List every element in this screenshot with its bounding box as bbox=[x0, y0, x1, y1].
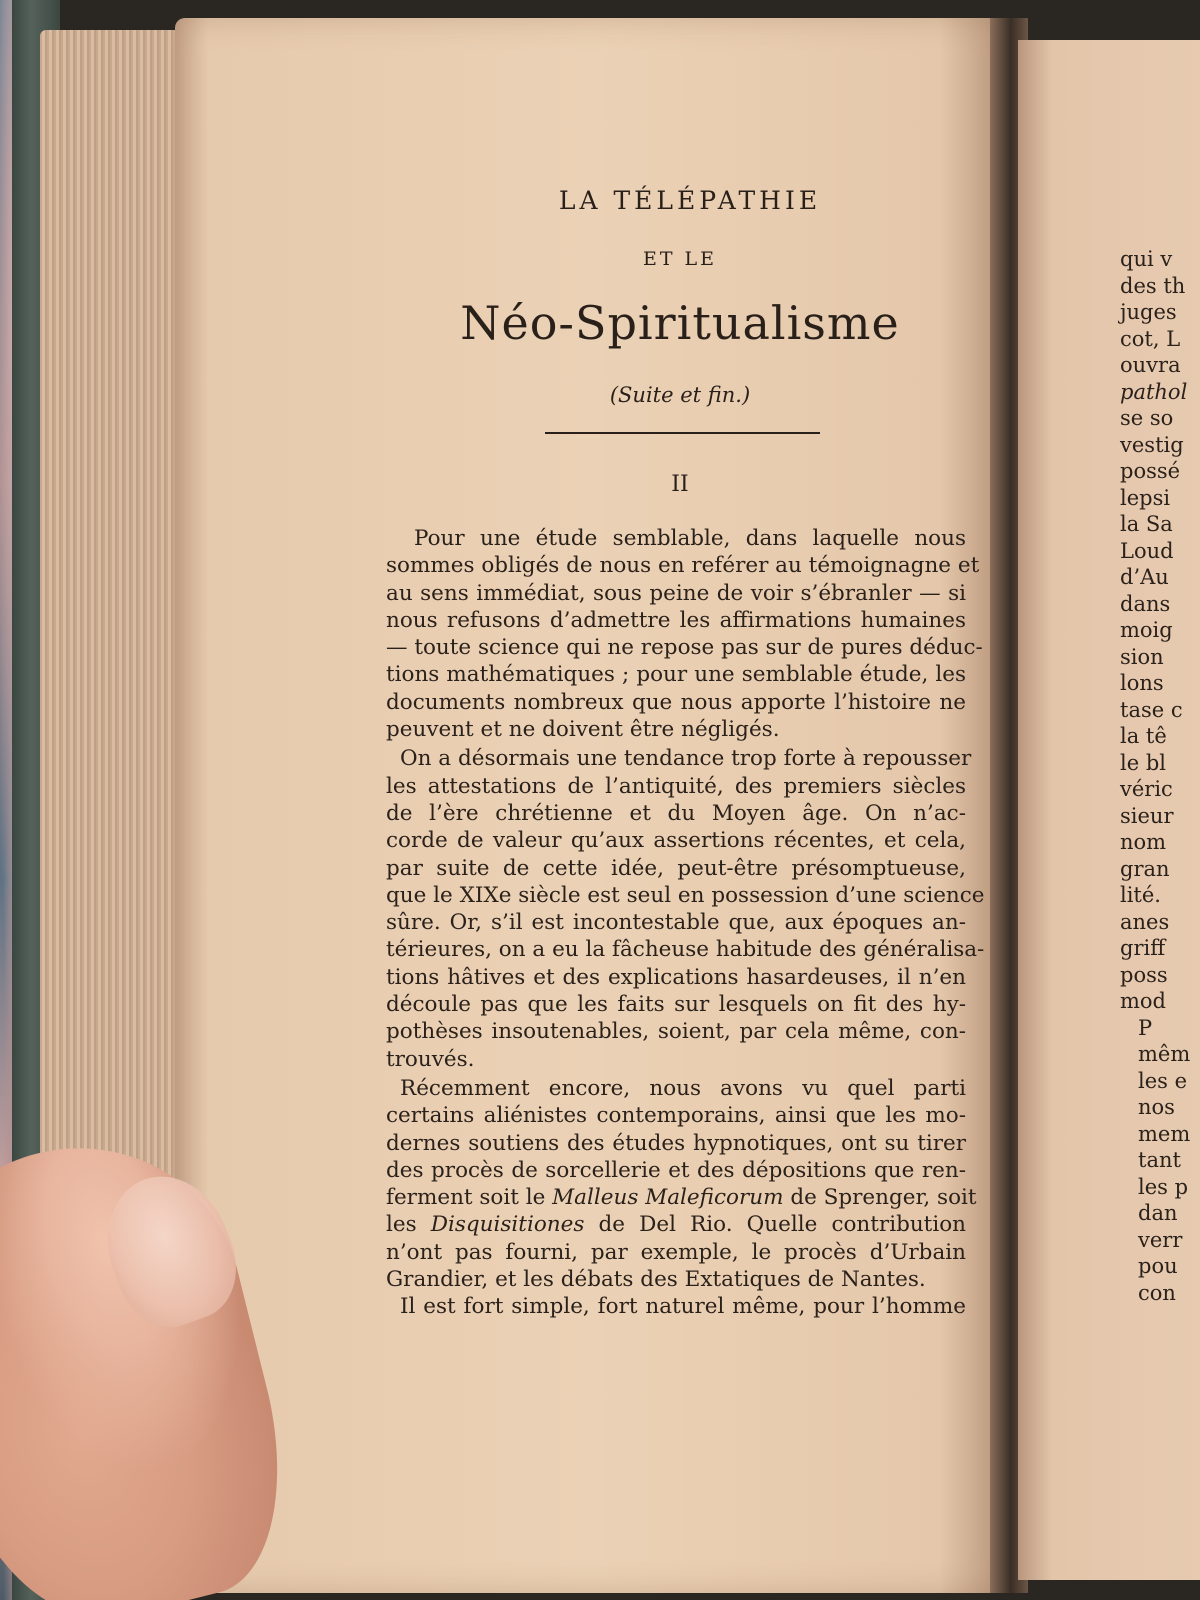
right-line: se so bbox=[1120, 406, 1174, 430]
main-title: Néo-Spiritualisme bbox=[460, 296, 900, 350]
right-line: P bbox=[1138, 1015, 1153, 1040]
right-line: dans bbox=[1120, 591, 1171, 616]
right-line: verr bbox=[1138, 1227, 1183, 1252]
right-line: les e bbox=[1138, 1068, 1188, 1093]
title-line-1: LA TÉLÉPATHIE bbox=[558, 186, 822, 215]
book-title-italic: Malleus Maleficorum bbox=[552, 1185, 784, 1211]
text-line: sommes obligés de nous en reférer au témoignagne et bbox=[386, 553, 980, 579]
right-line: tase c bbox=[1120, 697, 1183, 722]
right-line: qui v bbox=[1120, 247, 1173, 271]
right-line: juges bbox=[1120, 300, 1177, 324]
text-line: trouvés. bbox=[386, 1046, 475, 1072]
title-rule bbox=[545, 432, 820, 434]
right-page-text bbox=[1120, 246, 1190, 1306]
title-line-2: ET LE bbox=[642, 248, 718, 270]
right-line: possé bbox=[1120, 459, 1181, 483]
right-line: la Sa bbox=[1120, 512, 1173, 536]
text-line: documents nombreux que nous apporte l’histoire ne bbox=[386, 689, 966, 715]
text-line: dernes soutiens des études hypnotiques, ont su tirer bbox=[386, 1130, 966, 1156]
right-line: le bl bbox=[1120, 750, 1166, 775]
text-line: tions mathématiques ; pour une semblable étude, les bbox=[386, 662, 966, 688]
text-line: au sens immédiat, sous peine de voir s’ébranler — si bbox=[386, 580, 966, 606]
text-line bbox=[386, 1184, 977, 1211]
text-line: nous refusons d’admettre les affirmations humaines bbox=[386, 607, 966, 633]
right-line: des th bbox=[1120, 273, 1186, 298]
text-line: sûre. Or, s’il est incontestable que, aux époques an- bbox=[386, 910, 966, 936]
text-line: peuvent et ne doivent être négligés. bbox=[386, 717, 780, 743]
right-line: lité. bbox=[1120, 883, 1161, 907]
right-line: con bbox=[1138, 1280, 1176, 1305]
right-line: cot, L bbox=[1120, 326, 1181, 351]
right-line: les p bbox=[1138, 1174, 1189, 1199]
text-line: que le XIXe siècle est seul en possession d’une science bbox=[386, 882, 985, 908]
right-line: pathol bbox=[1120, 379, 1188, 404]
right-page bbox=[1018, 40, 1200, 1580]
right-line: tant bbox=[1138, 1148, 1181, 1172]
right-line: la tê bbox=[1120, 724, 1167, 748]
text-line: n’ont pas fourni, par exemple, le procès d’Urbain bbox=[386, 1239, 966, 1265]
text-line bbox=[386, 1211, 966, 1238]
text-line: — toute science qui ne repose pas sur de pures déduc- bbox=[386, 635, 983, 661]
right-line: dan bbox=[1138, 1201, 1178, 1225]
text-line: corde de valeur qu’aux assertions récentes, et cela, bbox=[386, 828, 966, 854]
text-line: des procès de sorcellerie et des dépositions que ren- bbox=[386, 1157, 966, 1183]
right-line: Loud bbox=[1120, 538, 1174, 563]
right-line: mem bbox=[1138, 1121, 1191, 1146]
right-line: griff bbox=[1120, 936, 1166, 960]
right-line: lons bbox=[1120, 671, 1164, 695]
right-line: vestig bbox=[1120, 432, 1184, 457]
right-line: moig bbox=[1120, 618, 1173, 642]
text-line: Grandier, et les débats des Extatiques de Nantes. bbox=[386, 1267, 926, 1293]
right-line: gran bbox=[1120, 856, 1170, 881]
text-line: Récemment encore, nous avons vu quel parti bbox=[400, 1075, 966, 1101]
right-line: lepsi bbox=[1120, 485, 1171, 510]
text-line: découle pas que les faits sur lesquels on fit des hy- bbox=[386, 992, 966, 1018]
right-line: sion bbox=[1120, 644, 1164, 669]
section-number: II bbox=[671, 472, 689, 497]
text-line: Il est fort simple, fort naturel même, pour l’homme bbox=[400, 1294, 966, 1320]
right-line: anes bbox=[1120, 909, 1170, 934]
right-line: poss bbox=[1120, 962, 1168, 987]
text-run: de Sprenger, soit bbox=[790, 1185, 977, 1211]
text-run: les bbox=[386, 1212, 417, 1238]
text-line: les attestations de l’antiquité, des premiers siècles bbox=[386, 773, 966, 799]
text-line: térieures, on a eu la fâcheuse habitude des généralisa- bbox=[386, 937, 985, 963]
right-line: sieur bbox=[1120, 803, 1174, 828]
book-title-italic: Disquisitiones bbox=[430, 1212, 585, 1238]
text-line: tions hâtives et des explications hasardeuses, il n’en bbox=[386, 964, 966, 990]
text-line: certains aliénistes contemporains, ainsi que les mo- bbox=[386, 1103, 966, 1129]
right-line: mod bbox=[1120, 989, 1166, 1013]
text-line: Pour une étude semblable, dans laquelle nous bbox=[414, 526, 966, 551]
right-line: d’Au bbox=[1120, 565, 1169, 589]
right-line: véric bbox=[1120, 777, 1173, 801]
right-line: mêm bbox=[1138, 1042, 1191, 1066]
text-line: pothèses insoutenables, soient, par cela même, con- bbox=[386, 1019, 966, 1045]
text-run: ferment soit le bbox=[386, 1185, 546, 1211]
body-text bbox=[386, 525, 985, 1321]
right-line: pou bbox=[1138, 1254, 1178, 1278]
subtitle: (Suite et fin.) bbox=[609, 383, 751, 407]
text-line: de l’ère chrétienne et du Moyen âge. On n’ac- bbox=[386, 800, 966, 826]
right-line: nos bbox=[1138, 1095, 1175, 1119]
text-line: On a désormais une tendance trop forte à repousser bbox=[400, 746, 972, 772]
text-line: par suite de cette idée, peut-être présomptueuse, bbox=[386, 855, 966, 881]
right-line: nom bbox=[1120, 830, 1167, 854]
text-run: de Del Rio. Quelle contribution bbox=[598, 1212, 966, 1238]
right-line: ouvra bbox=[1120, 353, 1181, 377]
